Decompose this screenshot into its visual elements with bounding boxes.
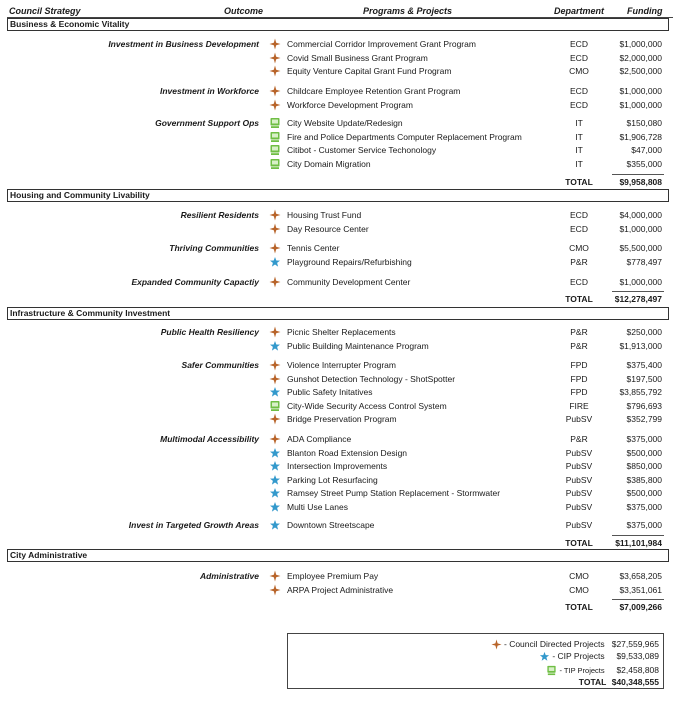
section-header: City Administrative [7,549,669,562]
cip-star-icon [269,487,281,499]
cip-star-icon [269,460,281,472]
funding-amount: $3,658,205 [619,571,662,581]
program-name: Fire and Police Departments Computer Replacement Program [287,132,522,142]
total-divider [612,535,664,536]
funding-amount: $3,855,792 [619,387,662,397]
department-code: P&R [570,341,588,351]
department-code: FPD [570,387,588,397]
program-name: Community Development Center [287,277,411,287]
section-total-label: TOTAL [565,538,593,548]
program-name: City-Wide Security Access Control System [287,401,447,411]
legend-value: $2,458,808 [616,665,659,675]
cip-star-icon [269,447,281,459]
funding-amount: $47,000 [631,145,662,155]
program-name: Public Building Maintenance Program [287,341,429,351]
program-name: Multi Use Lanes [287,502,348,512]
outcome-label: Investment in Workforce [159,86,259,96]
council-diamond-icon [269,38,281,50]
program-name: Citibot - Customer Service Techonology [287,145,437,155]
header-programs: Programs & Projects [363,6,453,16]
program-name: Workforce Development Program [287,100,413,110]
program-name: Tennis Center [287,243,340,253]
program-name: Housing Trust Fund [287,210,362,220]
department-code: P&R [570,327,588,337]
department-code: PubSV [565,461,593,471]
council-diamond-icon [269,223,281,235]
department-code: ECD [570,100,588,110]
program-name: Picnic Shelter Replacements [287,327,396,337]
funding-amount: $500,000 [626,488,662,498]
total-divider [612,291,664,292]
funding-amount: $796,693 [626,401,662,411]
header-council-strategy: Council Strategy [9,6,81,16]
cip-star-icon [269,519,281,531]
outcome-label: Expanded Community Capactiy [131,277,259,287]
tip-computer-icon [269,158,281,170]
department-code: CMO [569,585,589,595]
funding-amount: $1,000,000 [619,39,662,49]
program-name: ARPA Project Administrative [287,585,394,595]
total-divider [612,174,664,175]
department-code: P&R [570,434,588,444]
header-funding: Funding [627,6,663,16]
program-name: Violence Interrupter Program [287,360,396,370]
funding-amount: $4,000,000 [619,210,662,220]
section-header: Housing and Community Livability [7,189,669,202]
legend-value: $9,533,089 [616,651,659,661]
legend-value: $27,559,965 [611,639,659,649]
council-diamond-icon [269,359,281,371]
tip-computer-icon [269,131,281,143]
legend-row [491,639,659,650]
program-name: Public Safety Initatives [287,387,373,397]
cip-star-icon [269,501,281,513]
council-diamond-icon [269,99,281,111]
section-total-value: $12,278,497 [614,294,662,304]
program-name: City Domain Migration [287,159,371,169]
legend-total-value: $40,348,555 [611,677,659,687]
program-name: Commercial Corridor Improvement Grant Program [287,39,476,49]
department-code: IT [575,132,583,142]
program-name: ADA Compliance [287,434,352,444]
council-diamond-icon [269,373,281,385]
program-name: Intersection Improvements [287,461,388,471]
outcome-label: Public Health Resiliency [160,327,259,337]
funding-amount: $5,500,000 [619,243,662,253]
council-diamond-icon [269,413,281,425]
tip-computer-icon [269,400,281,412]
section-total-label: TOTAL [565,602,593,612]
funding-amount: $1,000,000 [619,277,662,287]
council-diamond-icon [269,209,281,221]
program-name: Gunshot Detection Technology - ShotSpotter [287,374,456,384]
cip-star-icon [539,651,550,662]
legend-total-row [579,677,659,687]
funding-amount: $375,000 [626,434,662,444]
department-code: FIRE [569,401,589,411]
department-code: ECD [570,39,588,49]
department-code: ECD [570,86,588,96]
program-name: Playground Repairs/Refurbishing [287,257,412,267]
council-diamond-icon [269,584,281,596]
outcome-label: Resilient Residents [180,210,259,220]
legend-row [546,665,659,676]
funding-amount: $1,913,000 [619,341,662,351]
tip-computer-icon [269,117,281,129]
funding-amount: $2,000,000 [619,53,662,63]
outcome-label: Multimodal Accessibility [160,434,259,444]
department-code: PubSV [565,488,593,498]
department-code: FPD [570,360,588,370]
department-code: FPD [570,374,588,384]
department-code: ECD [570,224,588,234]
total-divider [612,599,664,600]
section-header: Infrastructure & Community Investment [7,307,669,320]
cip-star-icon [269,474,281,486]
department-code: ECD [570,210,588,220]
funding-amount: $375,000 [626,520,662,530]
department-code: PubSV [565,448,593,458]
council-diamond-icon [491,639,502,650]
department-code: PubSV [565,414,593,424]
cip-star-icon [269,256,281,268]
program-name: Employee Premium Pay [287,571,379,581]
legend-label: - Council Directed Projects [504,639,605,649]
funding-amount: $150,080 [626,118,662,128]
funding-amount: $197,500 [626,374,662,384]
department-code: CMO [569,571,589,581]
funding-amount: $375,400 [626,360,662,370]
outcome-label: Investment in Business Development [108,39,259,49]
section-total-label: TOTAL [565,177,593,187]
program-name: Parking Lot Resurfacing [287,475,378,485]
funding-amount: $352,799 [626,414,662,424]
funding-amount: $1,000,000 [619,224,662,234]
funding-amount: $250,000 [626,327,662,337]
department-code: PubSV [565,520,593,530]
department-code: CMO [569,243,589,253]
legend-label: - TIP Projects [559,666,605,675]
funding-amount: $778,497 [626,257,662,267]
tip-computer-icon [269,144,281,156]
council-diamond-icon [269,242,281,254]
tip-computer-icon [546,665,557,676]
funding-amount: $375,000 [626,502,662,512]
cip-star-icon [269,340,281,352]
funding-amount: $1,000,000 [619,86,662,96]
program-name: Bridge Preservation Program [287,414,397,424]
outcome-label: Thriving Communities [169,243,259,253]
department-code: ECD [570,53,588,63]
funding-amount: $2,500,000 [619,66,662,76]
council-diamond-icon [269,433,281,445]
header-department: Department [554,6,605,16]
program-name: Blanton Road Extension Design [287,448,408,458]
legend-total-label: TOTAL [578,677,607,687]
funding-amount: $3,351,061 [619,585,662,595]
program-name: Ramsey Street Pump Station Replacement - Stormwater [287,488,501,498]
legend-row [539,651,659,662]
department-code: P&R [570,257,588,267]
funding-amount: $1,906,728 [619,132,662,142]
program-name: Day Resource Center [287,224,369,234]
cip-star-icon [269,386,281,398]
program-name: City Website Update/Redesign [287,118,403,128]
department-code: IT [575,145,583,155]
funding-amount: $850,000 [626,461,662,471]
department-code: IT [575,118,583,128]
section-total-value: $9,958,808 [619,177,662,187]
funding-amount: $355,000 [626,159,662,169]
section-total-value: $7,009,266 [619,602,662,612]
council-diamond-icon [269,276,281,288]
funding-amount: $500,000 [626,448,662,458]
funding-amount: $385,800 [626,475,662,485]
program-name: Childcare Employee Retention Grant Program [287,86,461,96]
council-diamond-icon [269,52,281,64]
outcome-label: Administrative [199,571,259,581]
council-diamond-icon [269,570,281,582]
program-name: Equity Venture Capital Grant Fund Program [287,66,452,76]
legend-label: - CIP Projects [552,651,605,661]
department-code: PubSV [565,502,593,512]
outcome-label: Government Support Ops [155,118,259,128]
legend-box [287,633,664,689]
section-total-label: TOTAL [565,294,593,304]
department-code: IT [575,159,583,169]
funding-amount: $1,000,000 [619,100,662,110]
outcome-label: Safer Communities [181,360,259,370]
section-total-value: $11,101,984 [615,538,662,548]
header-outcome: Outcome [224,6,264,16]
council-diamond-icon [269,326,281,338]
department-code: PubSV [565,475,593,485]
department-code: ECD [570,277,588,287]
council-diamond-icon [269,65,281,77]
council-diamond-icon [269,85,281,97]
department-code: CMO [569,66,589,76]
program-name: Covid Small Business Grant Program [287,53,428,63]
outcome-label: Invest in Targeted Growth Areas [128,520,259,530]
program-name: Downtown Streetscape [287,520,375,530]
section-header: Business & Economic Vitality [7,18,669,31]
